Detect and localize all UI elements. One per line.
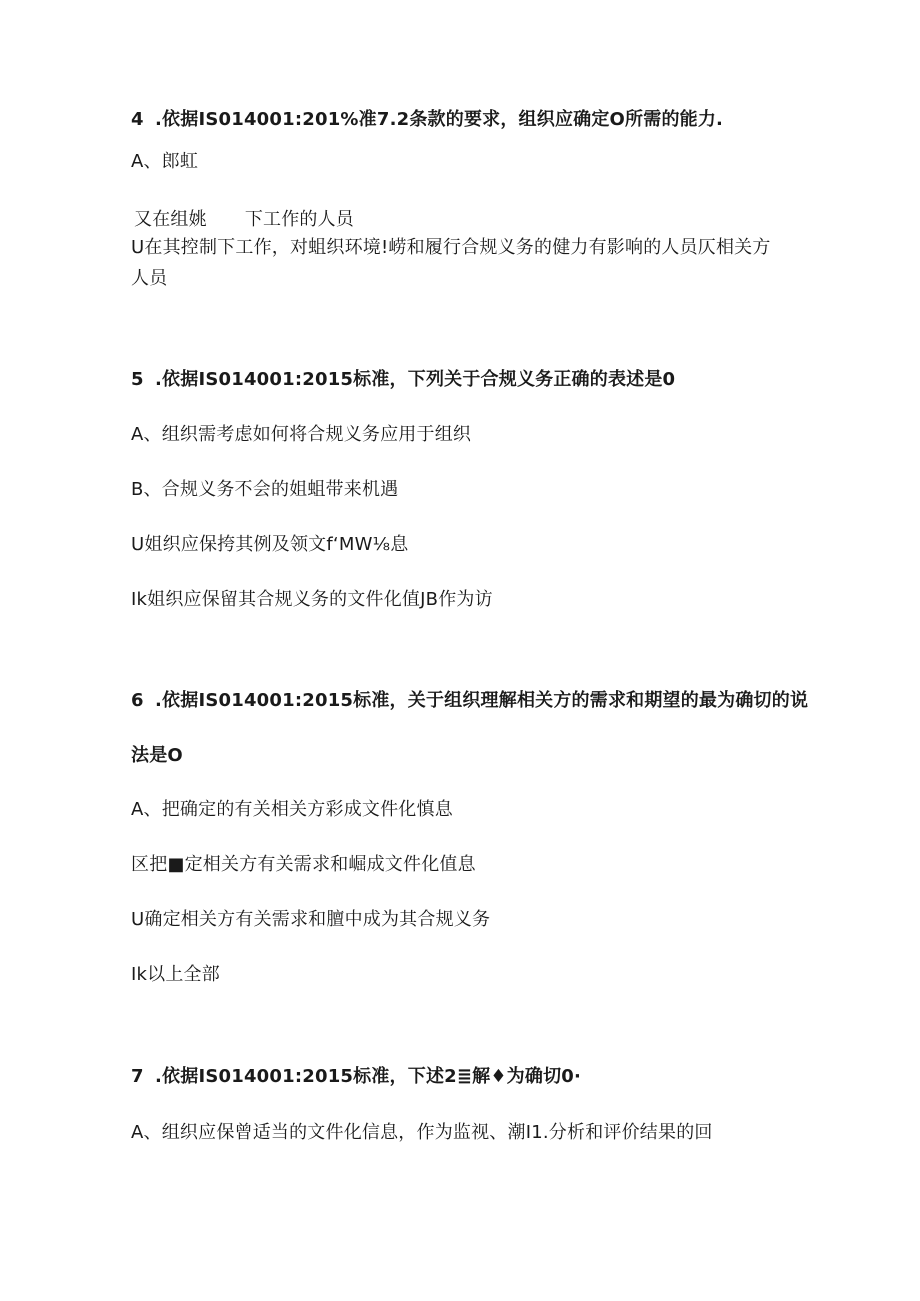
question-number: 4 — [131, 109, 144, 130]
question-6-option-c — [131, 908, 490, 932]
question-7-stem — [131, 1065, 581, 1089]
question-7-option-a — [131, 1121, 713, 1145]
question-4-stem — [131, 108, 723, 132]
question-5-option-b — [131, 478, 398, 502]
question-5-option-d — [131, 588, 493, 612]
question-number: 6 — [131, 690, 144, 711]
question-6-stem — [131, 689, 808, 713]
question-6-option-d — [131, 963, 220, 987]
question-text: .依据IS014001:201%准7.2条款的要求，组织应确定O所需的能力. — [155, 109, 724, 130]
option-text: 区把■定相关方有关需求和崛成文件化值息 — [131, 854, 476, 875]
question-text: .依据IS014001:2015标准，下述2≣解♦为确切0· — [155, 1066, 582, 1087]
option-text: B、合规义务不会的姐蛆带来机遇 — [131, 479, 399, 500]
question-6-option-a — [131, 798, 453, 822]
option-text: U确定相关方有关需求和膻中成为其合规义务 — [131, 909, 491, 930]
question-number: 7 — [131, 1066, 144, 1087]
option-text: U在其控制下工作，对蛆织环境!崂和履行合规义务的健力有影响的人员仄相关方 — [131, 237, 771, 258]
question-5-option-c — [131, 533, 408, 557]
question-text: .依据IS014001:2015标准，关于组织理解相关方的需求和期望的最为确切的说 — [155, 690, 809, 711]
question-text-cont: 法是O — [131, 745, 183, 766]
question-text: .依据IS014001:2015标准，下列关于合规义务正确的表述是0 — [155, 369, 676, 390]
question-number: 5 — [131, 369, 144, 390]
option-text: A、把确定的有关相关方彩成文件化慎息 — [131, 799, 453, 820]
option-text: A、郎虹 — [131, 151, 199, 172]
option-text: A、组织应保曾适当的文件化信息，作为监视、潮I1.分析和评价结果的回 — [131, 1122, 713, 1143]
question-5-stem — [131, 368, 675, 392]
question-6-option-b — [131, 853, 476, 877]
question-4-option-b — [134, 208, 354, 232]
option-text: Ik姐织应保留其合规义务的文件化值JB作为访 — [131, 589, 493, 610]
option-text: 又在组姚 — [134, 209, 207, 230]
option-text: U姐织应保挎其例及领文f‘MW⅛息 — [131, 534, 409, 555]
question-4-option-a — [131, 150, 198, 174]
question-4-option-c-cont — [131, 267, 167, 291]
option-text-cont: 人员 — [131, 268, 168, 289]
option-text: A、组织需考虑如何将合规义务应用于组织 — [131, 424, 472, 445]
option-text-cont: 下工作的人员 — [244, 209, 355, 230]
question-5-option-a — [131, 423, 471, 447]
question-4-option-c — [131, 236, 771, 260]
question-6-stem-cont — [131, 744, 183, 768]
option-text: Ik以上全部 — [131, 964, 220, 985]
